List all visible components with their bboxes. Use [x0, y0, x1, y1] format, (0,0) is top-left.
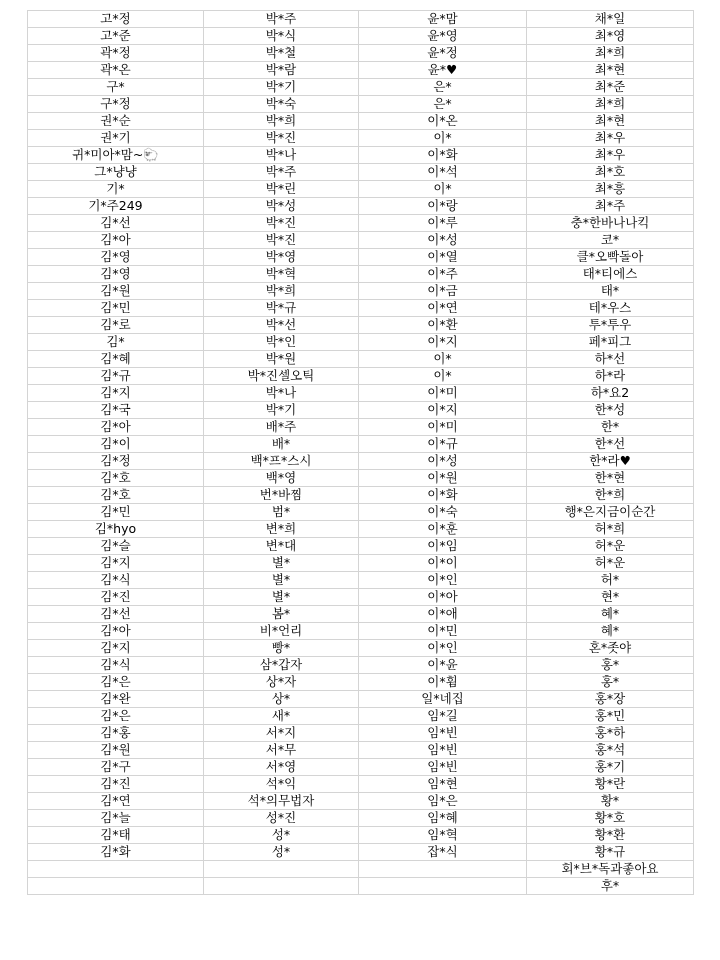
table-row — [28, 334, 694, 351]
table-cell: 박*성 — [204, 198, 359, 215]
table-cell: 황* — [527, 793, 694, 810]
table-cell: 김*hyo — [28, 521, 204, 538]
table-row — [28, 79, 694, 96]
table-row — [28, 368, 694, 385]
table-cell: 김*호 — [28, 470, 204, 487]
table-cell: 박*선 — [204, 317, 359, 334]
table-cell: 이*연 — [359, 300, 527, 317]
table-cell: 고*준 — [28, 28, 204, 45]
table-row — [28, 623, 694, 640]
table-cell: 한* — [527, 419, 694, 436]
table-cell: 최*우 — [527, 130, 694, 147]
table-cell: 삼*갑자 — [204, 657, 359, 674]
table-row — [28, 385, 694, 402]
table-cell: 윤*♥ — [359, 62, 527, 79]
table-cell: 후* — [527, 878, 694, 895]
table-cell: 이*윤 — [359, 657, 527, 674]
table-cell: 김*연 — [28, 793, 204, 810]
table-cell: 현* — [527, 589, 694, 606]
table-cell: 이*루 — [359, 215, 527, 232]
table-cell: 한*현 — [527, 470, 694, 487]
table-cell: 김*홍 — [28, 725, 204, 742]
table-row — [28, 878, 694, 895]
table-cell: 박*희 — [204, 283, 359, 300]
table-row — [28, 759, 694, 776]
table-row — [28, 283, 694, 300]
table-row — [28, 215, 694, 232]
table-cell: 윤*영 — [359, 28, 527, 45]
table-cell: 혜* — [527, 606, 694, 623]
table-cell: 허*운 — [527, 538, 694, 555]
table-cell: 이* — [359, 351, 527, 368]
table-row — [28, 113, 694, 130]
table-cell: 김*화 — [28, 844, 204, 861]
table-row — [28, 266, 694, 283]
table-cell: 상*자 — [204, 674, 359, 691]
table-cell: 김*로 — [28, 317, 204, 334]
table-cell: 최*희 — [527, 96, 694, 113]
table-row — [28, 62, 694, 79]
table-cell: 박*주 — [204, 164, 359, 181]
table-cell: 서*지 — [204, 725, 359, 742]
table-cell: 홍* — [527, 657, 694, 674]
table-cell: 박*인 — [204, 334, 359, 351]
table-cell: 그*냥냥 — [28, 164, 204, 181]
table-row — [28, 317, 694, 334]
table-cell: 박*규 — [204, 300, 359, 317]
table-cell: 하*요2 — [527, 385, 694, 402]
table-cell: 김*혜 — [28, 351, 204, 368]
table-cell: 허*희 — [527, 521, 694, 538]
name-list-table — [27, 10, 694, 895]
table-row — [28, 130, 694, 147]
table-cell: 기*주249 — [28, 198, 204, 215]
table-cell: 성*진 — [204, 810, 359, 827]
table-cell: 권*기 — [28, 130, 204, 147]
table-cell: 김*선 — [28, 606, 204, 623]
table-cell: 박*진 — [204, 232, 359, 249]
table-row — [28, 487, 694, 504]
table-cell — [28, 878, 204, 895]
table-cell: 김*이 — [28, 436, 204, 453]
table-cell: 별* — [204, 555, 359, 572]
table-cell: 백*영 — [204, 470, 359, 487]
table-cell: 이*훈 — [359, 521, 527, 538]
table-cell: 테*우스 — [527, 300, 694, 317]
table-cell: 새* — [204, 708, 359, 725]
table-row — [28, 419, 694, 436]
table-cell: 충*한바나나킥 — [527, 215, 694, 232]
table-row — [28, 504, 694, 521]
table-cell: 윤*정 — [359, 45, 527, 62]
table-cell: 변*대 — [204, 538, 359, 555]
table-cell: 최*현 — [527, 113, 694, 130]
table-cell: 최*흥 — [527, 181, 694, 198]
table-row — [28, 589, 694, 606]
table-cell: 김*호 — [28, 487, 204, 504]
table-cell: 박*원 — [204, 351, 359, 368]
table-cell: 이*임 — [359, 538, 527, 555]
table-cell: 이*주 — [359, 266, 527, 283]
table-cell: 일*네집 — [359, 691, 527, 708]
table-cell: 최*호 — [527, 164, 694, 181]
table-row — [28, 708, 694, 725]
table-row — [28, 691, 694, 708]
table-row — [28, 198, 694, 215]
table-cell: 김*은 — [28, 708, 204, 725]
table-cell: 투*투우 — [527, 317, 694, 334]
table-cell: 김*지 — [28, 555, 204, 572]
table-row — [28, 249, 694, 266]
table-cell: 박*철 — [204, 45, 359, 62]
table-cell: 비*언리 — [204, 623, 359, 640]
table-row — [28, 674, 694, 691]
table-cell: 이*규 — [359, 436, 527, 453]
table-cell: 김*영 — [28, 249, 204, 266]
table-cell: 이*성 — [359, 453, 527, 470]
table-cell: 이*이 — [359, 555, 527, 572]
table-cell: 김*원 — [28, 283, 204, 300]
table-cell: 김*완 — [28, 691, 204, 708]
table-cell: 구* — [28, 79, 204, 96]
name-list-body — [28, 11, 694, 895]
table-row — [28, 521, 694, 538]
table-cell: 이*숙 — [359, 504, 527, 521]
table-cell: 황*환 — [527, 827, 694, 844]
table-row — [28, 810, 694, 827]
table-cell: 최*준 — [527, 79, 694, 96]
table-cell: 김*진 — [28, 776, 204, 793]
table-cell: 김*늘 — [28, 810, 204, 827]
table-cell: 백*프*스시 — [204, 453, 359, 470]
table-cell: 김*아 — [28, 232, 204, 249]
table-row — [28, 181, 694, 198]
table-row — [28, 28, 694, 45]
table-cell: 이*금 — [359, 283, 527, 300]
table-cell: 구*정 — [28, 96, 204, 113]
table-row — [28, 555, 694, 572]
table-row — [28, 453, 694, 470]
table-cell: 회*브*독과좋아요 — [527, 861, 694, 878]
table-cell: 박*주 — [204, 11, 359, 28]
table-cell: 박*나 — [204, 147, 359, 164]
table-cell: 임*빈 — [359, 759, 527, 776]
table-row — [28, 45, 694, 62]
table-cell: 기* — [28, 181, 204, 198]
table-cell: 박*진 — [204, 215, 359, 232]
table-cell: 김*태 — [28, 827, 204, 844]
table-cell: 임*혁 — [359, 827, 527, 844]
table-cell: 박*린 — [204, 181, 359, 198]
table-cell: 이*석 — [359, 164, 527, 181]
table-row — [28, 538, 694, 555]
table-cell: 김*식 — [28, 657, 204, 674]
table-cell: 임*혜 — [359, 810, 527, 827]
table-cell: 박*진셀오틱 — [204, 368, 359, 385]
table-cell: 김*슬 — [28, 538, 204, 555]
table-cell: 귀*미아*맘~🐑 — [28, 147, 204, 164]
table-cell: 은* — [359, 79, 527, 96]
table-row — [28, 11, 694, 28]
table-cell: 최*주 — [527, 198, 694, 215]
table-cell: 김*정 — [28, 453, 204, 470]
table-cell: 별* — [204, 589, 359, 606]
table-row — [28, 827, 694, 844]
table-row — [28, 470, 694, 487]
table-cell — [204, 878, 359, 895]
table-cell: 고*정 — [28, 11, 204, 28]
table-cell — [28, 861, 204, 878]
table-cell: 김*지 — [28, 640, 204, 657]
table-cell — [204, 861, 359, 878]
table-cell: 이*열 — [359, 249, 527, 266]
table-cell: 김*민 — [28, 504, 204, 521]
table-row — [28, 776, 694, 793]
table-cell — [359, 861, 527, 878]
table-cell — [359, 878, 527, 895]
table-cell: 박*영 — [204, 249, 359, 266]
table-cell: 봄* — [204, 606, 359, 623]
table-row — [28, 861, 694, 878]
table-cell: 번*바찜 — [204, 487, 359, 504]
table-cell: 홍*석 — [527, 742, 694, 759]
table-cell: 배*주 — [204, 419, 359, 436]
table-cell: 박*혁 — [204, 266, 359, 283]
table-cell: 홍*민 — [527, 708, 694, 725]
table-cell: 허*운 — [527, 555, 694, 572]
table-cell: 이*지 — [359, 402, 527, 419]
table-row — [28, 402, 694, 419]
table-cell: 김*식 — [28, 572, 204, 589]
table-cell: 홍*기 — [527, 759, 694, 776]
table-cell: 이*아 — [359, 589, 527, 606]
table-cell: 이*화 — [359, 487, 527, 504]
table-cell: 이*랑 — [359, 198, 527, 215]
table-cell: 채*일 — [527, 11, 694, 28]
table-cell: 혜* — [527, 623, 694, 640]
table-cell: 박*나 — [204, 385, 359, 402]
table-cell: 별* — [204, 572, 359, 589]
table-cell: 최*현 — [527, 62, 694, 79]
table-row — [28, 164, 694, 181]
table-row — [28, 147, 694, 164]
table-cell: 김*지 — [28, 385, 204, 402]
table-cell: 김*선 — [28, 215, 204, 232]
table-cell: 이*미 — [359, 419, 527, 436]
table-cell: 황*란 — [527, 776, 694, 793]
table-cell: 이*인 — [359, 640, 527, 657]
table-cell: 김*진 — [28, 589, 204, 606]
table-cell: 이* — [359, 368, 527, 385]
table-cell: 김*규 — [28, 368, 204, 385]
table-cell: 한*희 — [527, 487, 694, 504]
table-cell: 곽*정 — [28, 45, 204, 62]
table-cell: 임*빈 — [359, 742, 527, 759]
table-cell: 이*민 — [359, 623, 527, 640]
table-cell: 김*민 — [28, 300, 204, 317]
table-cell: 하*라 — [527, 368, 694, 385]
table-cell: 이*애 — [359, 606, 527, 623]
table-cell: 박*진 — [204, 130, 359, 147]
table-cell: 이*화 — [359, 147, 527, 164]
table-cell: 이*미 — [359, 385, 527, 402]
table-cell: 이*원 — [359, 470, 527, 487]
table-cell: 클*오빡돌아 — [527, 249, 694, 266]
table-cell: 태*티에스 — [527, 266, 694, 283]
table-row — [28, 725, 694, 742]
table-cell: 성* — [204, 827, 359, 844]
table-cell: 임*빈 — [359, 725, 527, 742]
table-cell: 임*길 — [359, 708, 527, 725]
table-cell: 변*희 — [204, 521, 359, 538]
table-cell: 빵* — [204, 640, 359, 657]
table-row — [28, 640, 694, 657]
table-cell: 이* — [359, 181, 527, 198]
table-cell: 홍* — [527, 674, 694, 691]
table-cell: 페*피그 — [527, 334, 694, 351]
table-cell: 서*무 — [204, 742, 359, 759]
table-cell: 한*라♥ — [527, 453, 694, 470]
table-cell: 권*순 — [28, 113, 204, 130]
table-row — [28, 793, 694, 810]
table-row — [28, 572, 694, 589]
table-cell: 이* — [359, 130, 527, 147]
table-cell: 홍*장 — [527, 691, 694, 708]
table-cell: 박*숙 — [204, 96, 359, 113]
table-cell: 코* — [527, 232, 694, 249]
table-cell: 박*기 — [204, 79, 359, 96]
table-cell: 최*우 — [527, 147, 694, 164]
table-row — [28, 606, 694, 623]
table-cell: 배* — [204, 436, 359, 453]
table-cell: 성* — [204, 844, 359, 861]
table-cell: 임*은 — [359, 793, 527, 810]
table-cell: 하*선 — [527, 351, 694, 368]
table-cell: 홍*하 — [527, 725, 694, 742]
table-row — [28, 844, 694, 861]
table-cell: 한*선 — [527, 436, 694, 453]
table-cell: 이*환 — [359, 317, 527, 334]
table-cell: 최*희 — [527, 45, 694, 62]
table-cell: 김*원 — [28, 742, 204, 759]
table-cell: 잡*식 — [359, 844, 527, 861]
table-cell: 허* — [527, 572, 694, 589]
table-cell: 김*국 — [28, 402, 204, 419]
table-cell: 황*호 — [527, 810, 694, 827]
table-cell: 박*희 — [204, 113, 359, 130]
table-cell: 이*온 — [359, 113, 527, 130]
table-row — [28, 232, 694, 249]
table-cell: 이*성 — [359, 232, 527, 249]
table-cell: 한*성 — [527, 402, 694, 419]
table-cell: 박*기 — [204, 402, 359, 419]
table-row — [28, 436, 694, 453]
table-row — [28, 742, 694, 759]
table-cell: 김*영 — [28, 266, 204, 283]
table-row — [28, 96, 694, 113]
table-cell: 박*식 — [204, 28, 359, 45]
table-cell: 김*은 — [28, 674, 204, 691]
table-row — [28, 351, 694, 368]
table-cell: 윤*맘 — [359, 11, 527, 28]
table-cell: 김*아 — [28, 419, 204, 436]
table-cell: 최*영 — [527, 28, 694, 45]
table-cell: 임*현 — [359, 776, 527, 793]
table-row — [28, 657, 694, 674]
table-cell: 혼*좃야 — [527, 640, 694, 657]
table-cell: 김* — [28, 334, 204, 351]
table-cell: 이*지 — [359, 334, 527, 351]
table-cell: 태* — [527, 283, 694, 300]
table-cell: 범* — [204, 504, 359, 521]
table-cell: 행*은지금이순간 — [527, 504, 694, 521]
table-cell: 석*의무법자 — [204, 793, 359, 810]
table-cell: 김*아 — [28, 623, 204, 640]
table-cell: 박*람 — [204, 62, 359, 79]
table-row — [28, 300, 694, 317]
table-cell: 서*영 — [204, 759, 359, 776]
table-cell: 곽*온 — [28, 62, 204, 79]
table-cell: 석*익 — [204, 776, 359, 793]
table-cell: 황*규 — [527, 844, 694, 861]
table-cell: 김*구 — [28, 759, 204, 776]
table-cell: 상* — [204, 691, 359, 708]
table-cell: 이*휨 — [359, 674, 527, 691]
table-cell: 은* — [359, 96, 527, 113]
table-cell: 이*인 — [359, 572, 527, 589]
